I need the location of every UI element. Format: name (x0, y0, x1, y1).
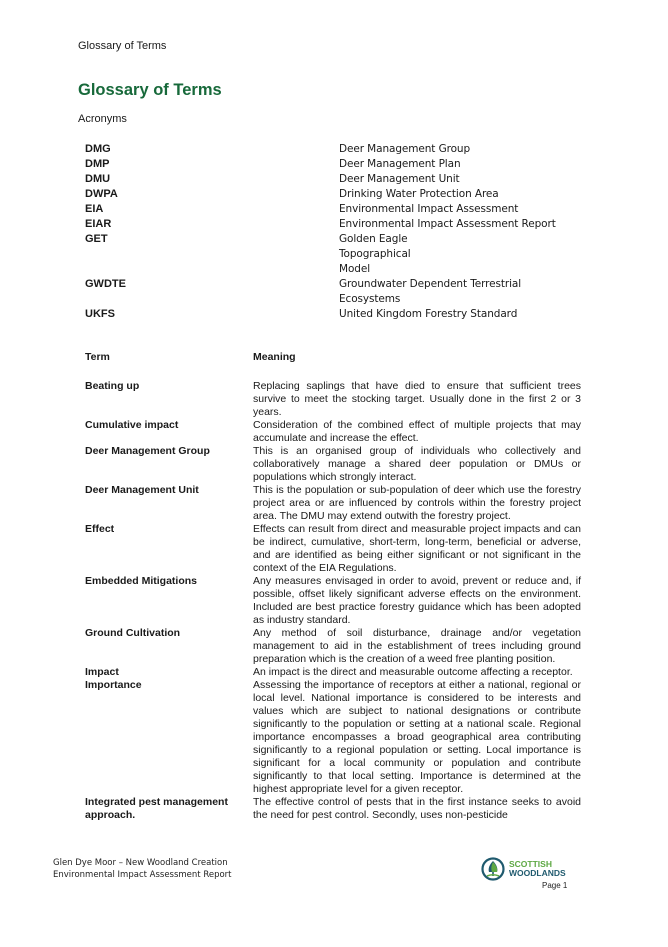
glossary-row (85, 796, 581, 822)
glossary-meaning: The effective control of pests that in the first instance seeks to avoid the need for pest control. Secondly, uses non-pesticide (253, 796, 581, 821)
acronym-row (85, 202, 585, 217)
glossary-meaning: Replacing saplings that have died to ensure that sufficient trees survive to meet the stocking target. Usually done in the first 2 or 3 years. (253, 380, 581, 418)
running-header: Glossary of Terms (78, 40, 167, 52)
acronym-code: GET (85, 233, 108, 245)
term-column-header: Term (85, 351, 110, 363)
glossary-row (85, 627, 581, 666)
acronym-code: DWPA (85, 188, 118, 200)
glossary-row (85, 419, 581, 445)
footer-document-info (53, 857, 232, 881)
glossary-row (85, 666, 581, 679)
glossary-term: Importance (85, 679, 142, 691)
glossary-term: Cumulative impact (85, 419, 179, 431)
acronym-definition: Environmental Impact Assessment Report (339, 218, 556, 230)
acronym-code: EIA (85, 203, 104, 215)
page-number: Page 1 (542, 881, 568, 890)
logo-text-line2: WOODLANDS (509, 868, 566, 878)
acronym-definition: United Kingdom Forestry Standard (339, 308, 518, 320)
logo-text-line1: SCOTTISH (509, 859, 552, 869)
glossary-meaning: This is an organised group of individuals who collectively and collaboratively manage a shared deer population or DMUs or populations which strongly interact. (253, 445, 581, 483)
glossary-meaning: This is the population or sub-population of deer which use the forestry project area or are influenced by controls within the forestry project area. The DMU may extend outwith the forestry project. (253, 484, 581, 522)
acronym-code: UKFS (85, 308, 115, 320)
acronyms-heading: Acronyms (78, 113, 127, 125)
glossary-term: Effect (85, 523, 115, 535)
footer-project-name: Glen Dye Moor – New Woodland Creation (53, 858, 228, 868)
terms-table-header (85, 351, 581, 364)
acronym-definition: Deer Management Plan (339, 158, 461, 170)
acronym-row (85, 142, 585, 157)
acronym-code: DMU (85, 173, 111, 185)
tree-logo-icon (481, 857, 505, 881)
glossary-meaning: Effects can result from direct and measurable project impacts and can be indirect, cumulative, short-term, long-term, beneficial or adverse, and are identified as being either significant or not significant in the context of the EIA Regulations. (253, 523, 581, 574)
acronym-definition: Drinking Water Protection Area (339, 188, 499, 200)
glossary-row (85, 484, 581, 523)
acronym-row (85, 157, 585, 172)
glossary-term: Integrated pest management approach. (85, 796, 228, 821)
acronym-definition: Environmental Impact Assessment (339, 203, 519, 215)
glossary-row (85, 445, 581, 484)
acronym-row (85, 232, 585, 277)
acronyms-list (85, 142, 585, 322)
glossary-row (85, 679, 581, 796)
acronym-row (85, 307, 585, 322)
acronym-row (85, 172, 585, 187)
meaning-column-header: Meaning (253, 351, 296, 363)
scottish-woodlands-logo (481, 857, 566, 881)
glossary-term: Deer Management Group (85, 445, 210, 457)
glossary-term: Ground Cultivation (85, 627, 181, 639)
glossary-term: Impact (85, 666, 119, 678)
page-title: Glossary of Terms (78, 81, 222, 99)
glossary-row (85, 380, 581, 419)
terms-table-body (85, 380, 581, 822)
glossary-term: Deer Management Unit (85, 484, 199, 496)
acronym-row (85, 217, 585, 232)
glossary-term: Embedded Mitigations (85, 575, 198, 587)
glossary-meaning: Assessing the importance of receptors at either a national, regional or local level. National importance is considered to be interests and values which are subject to national designations or contribute significantly to the population or setting at a national scale. Regional importance encompasses a broad geographical area contributing significantly to a regional population or setting. Local importance is significant for a local community or population and contribute significantly to that local setting. Importance is determined at the highest appropriate level for a given receptor. (253, 679, 581, 795)
glossary-meaning: Consideration of the combined effect of multiple projects that may accumulate and increase the effect. (253, 419, 581, 444)
glossary-row (85, 523, 581, 575)
acronym-code: EIAR (85, 218, 112, 230)
acronym-code: GWDTE (85, 278, 126, 290)
glossary-term: Beating up (85, 380, 140, 392)
glossary-meaning: An impact is the direct and measurable outcome affecting a receptor. (253, 666, 573, 678)
acronym-row (85, 277, 585, 307)
glossary-row (85, 575, 581, 627)
acronym-code: DMG (85, 143, 111, 155)
acronym-definition: Groundwater Dependent Terrestrial Ecosystems (339, 278, 522, 305)
footer-report-name: Environmental Impact Assessment Report (53, 870, 232, 880)
acronym-row (85, 187, 585, 202)
terms-table (85, 351, 581, 822)
glossary-meaning: Any measures envisaged in order to avoid, prevent or reduce and, if possible, offset likely significant adverse effects on the environment. Included are best practice forestry guidance which has been adopted as industry standard. (253, 575, 581, 626)
acronym-definition: Deer Management Group (339, 143, 471, 155)
acronym-definition: Deer Management Unit (339, 173, 460, 185)
acronym-code: DMP (85, 158, 110, 170)
acronym-definition: Golden Eagle Topographical Model (339, 233, 411, 275)
glossary-meaning: Any method of soil disturbance, drainage and/or vegetation management to aid in the establishment of trees including ground preparation which is the creation of a weed free planting position. (253, 627, 581, 665)
